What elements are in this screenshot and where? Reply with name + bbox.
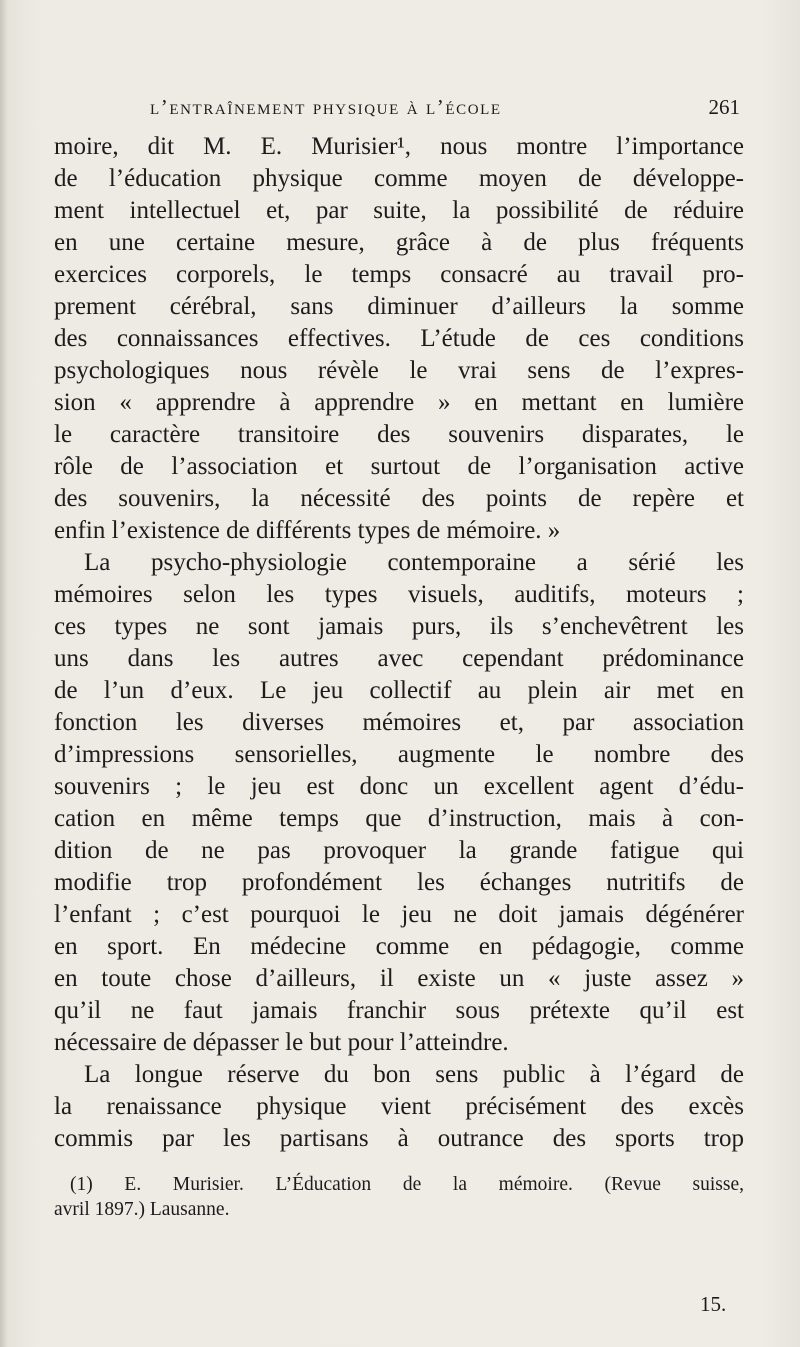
page-number: 261 (708, 95, 740, 119)
page-header (150, 95, 740, 127)
text-line: fonction les diverses mémoires et, par association (54, 709, 744, 736)
text-line: nécessaire de dépasser le but pour l’atteindre. (54, 1029, 509, 1056)
text-line: en une certaine mesure, grâce à de plus fréquents (54, 229, 744, 256)
footnote-line: avril 1897.) Lausanne. (54, 1199, 230, 1220)
text-line: moire, dit M. E. Murisier¹, nous montre l’importance (54, 133, 744, 160)
footnote-line: (1) E. Murisier. L’Éducation de la mémoire. (Revue suisse, (70, 1174, 744, 1195)
text-line: souvenirs ; le jeu est donc un excellent agent d’édu- (54, 773, 744, 800)
text-line: ces types ne sont jamais purs, ils s’enchevêtrent les (54, 613, 744, 640)
text-line: en toute chose d’ailleurs, il existe un « juste assez » (54, 965, 744, 992)
text-line: des souvenirs, la nécessité des points de repère et (54, 485, 744, 512)
text-line: exercices corporels, le temps consacré au travail pro- (54, 261, 744, 288)
signature-mark: 15. (700, 1292, 727, 1316)
text-line: de l’un d’eux. Le jeu collectif au plein air met en (54, 677, 744, 704)
footnote (54, 1172, 744, 1222)
text-line: uns dans les autres avec cependant prédominance (54, 645, 744, 672)
text-line: ment intellectuel et, par suite, la possibilité de réduire (54, 197, 744, 224)
text-line: psychologiques nous révèle le vrai sens de l’expres- (54, 357, 744, 384)
text-line: La psycho-physiologie contemporaine a sérié les (84, 549, 744, 576)
text-line: qu’il ne faut jamais franchir sous prétexte qu’il est (54, 997, 744, 1024)
text-line: d’impressions sensorielles, augmente le nombre des (54, 741, 744, 768)
text-line: des connaissances effectives. L’étude de ces conditions (54, 325, 744, 352)
text-line: la renaissance physique vient précisément des excès (54, 1093, 744, 1120)
text-line: enfin l’existence de différents types de mémoire. » (54, 517, 561, 544)
running-title: l’entraînement physique à l’école (150, 95, 502, 119)
body-text (54, 131, 744, 1155)
text-line: sion « apprendre à apprendre » en mettant en lumière (54, 389, 744, 416)
text-line: mémoires selon les types visuels, auditifs, moteurs ; (54, 581, 744, 608)
text-line: cation en même temps que d’instruction, mais à con- (54, 805, 744, 832)
text-line: rôle de l’association et surtout de l’organisation active (54, 453, 744, 480)
text-line: l’enfant ; c’est pourquoi le jeu ne doit jamais dégénérer (54, 901, 744, 928)
page-edge-shadow (0, 0, 8, 1347)
text-line: de l’éducation physique comme moyen de développe- (54, 165, 744, 192)
text-line: prement cérébral, sans diminuer d’ailleurs la somme (54, 293, 744, 320)
text-line: dition de ne pas provoquer la grande fatigue qui (54, 837, 744, 864)
text-line: commis par les partisans à outrance des sports trop (54, 1125, 744, 1152)
text-line: en sport. En médecine comme en pédagogie, comme (54, 933, 744, 960)
text-line: La longue réserve du bon sens public à l’égard de (84, 1061, 744, 1088)
text-line: le caractère transitoire des souvenirs disparates, le (54, 421, 744, 448)
text-line: modifie trop profondément les échanges nutritifs de (54, 869, 744, 896)
